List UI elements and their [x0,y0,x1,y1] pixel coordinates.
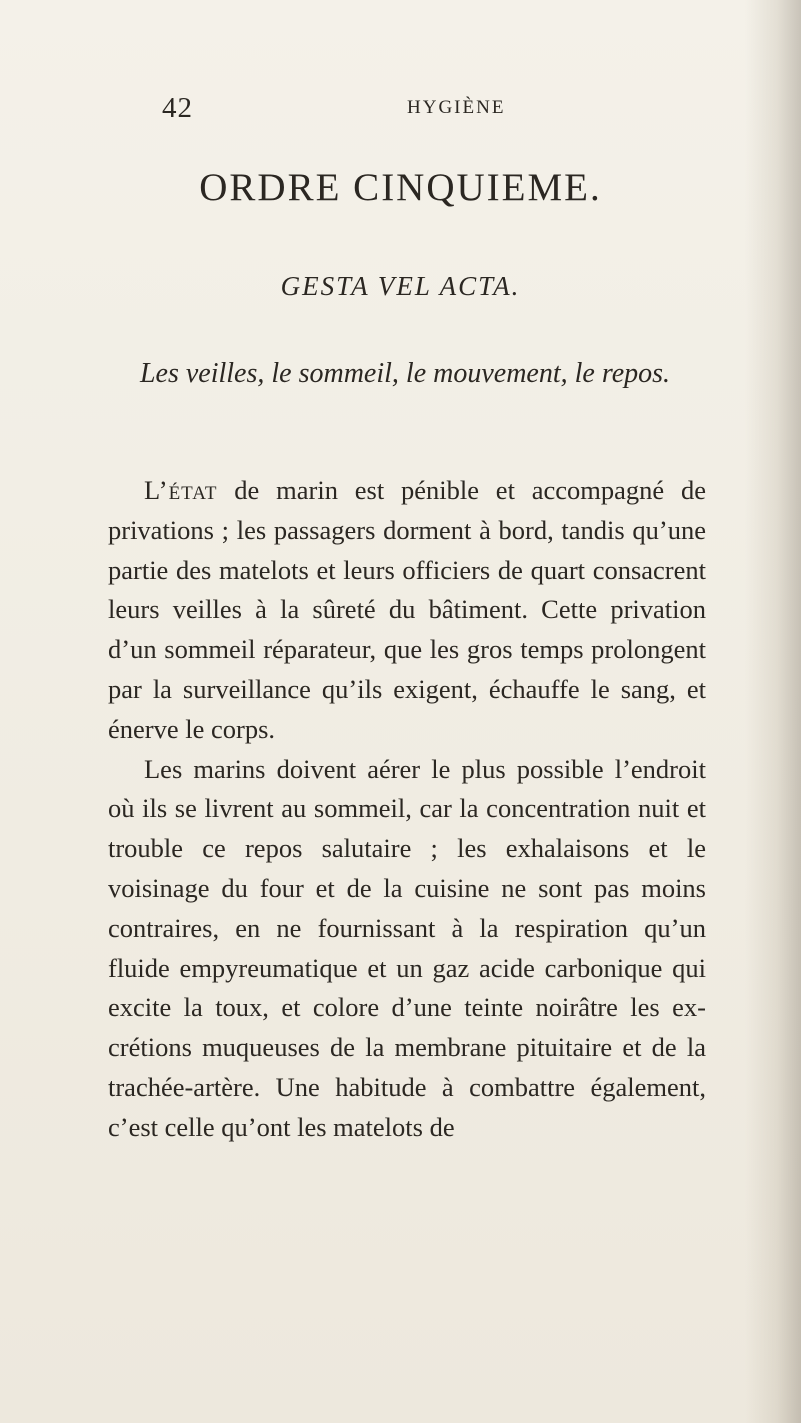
paragraph-1 [108,471,706,750]
paragraph-lead-word: L’état [144,475,218,505]
paragraph-2 [108,750,706,1148]
running-title: HYGIÈNE [407,97,506,118]
body-text [108,471,706,1148]
paragraph-text: Les marins doivent aérer le plus possible l’endroit où ils se livrent au sommeil, car la concentration nuit et trouble ce repos salutaire ; les exhalaisons et le voisinage du four et de la cuisine ne sont pas moins contraires, en ne fournissant à la respiration qu’un fluide empyreumatique et un gaz acide carbonique qui excite la toux, et colore d’une teinte noirâtre les excrétions muqueuses de la membrane pituitaire et de la trachée-artère. Une habitude à combattre également, c’est celle qu’ont les matelots de [108,753,706,1142]
chapter-title: ORDRE CINQUIEME. [199,166,602,209]
chapter-summary: Les veilles, le sommeil, le mouvement, le repos. [139,358,671,389]
page-header [162,92,542,124]
page-number: 42 [162,92,193,124]
latin-subtitle: GESTA VEL ACTA. [280,271,521,301]
paragraph-text: de marin est pénible et accompagné de privations ; les passagers dorment à bord, tandis qu’une partie des matelots et leurs officiers de quart consacrent leurs veilles à la sûreté du bâtiment. Cette privation d’un sommeil réparateur, que les gros temps prolongent par la surveillance qu’ils exigent, échauffe le sang, et énerve le corps. [108,475,706,744]
